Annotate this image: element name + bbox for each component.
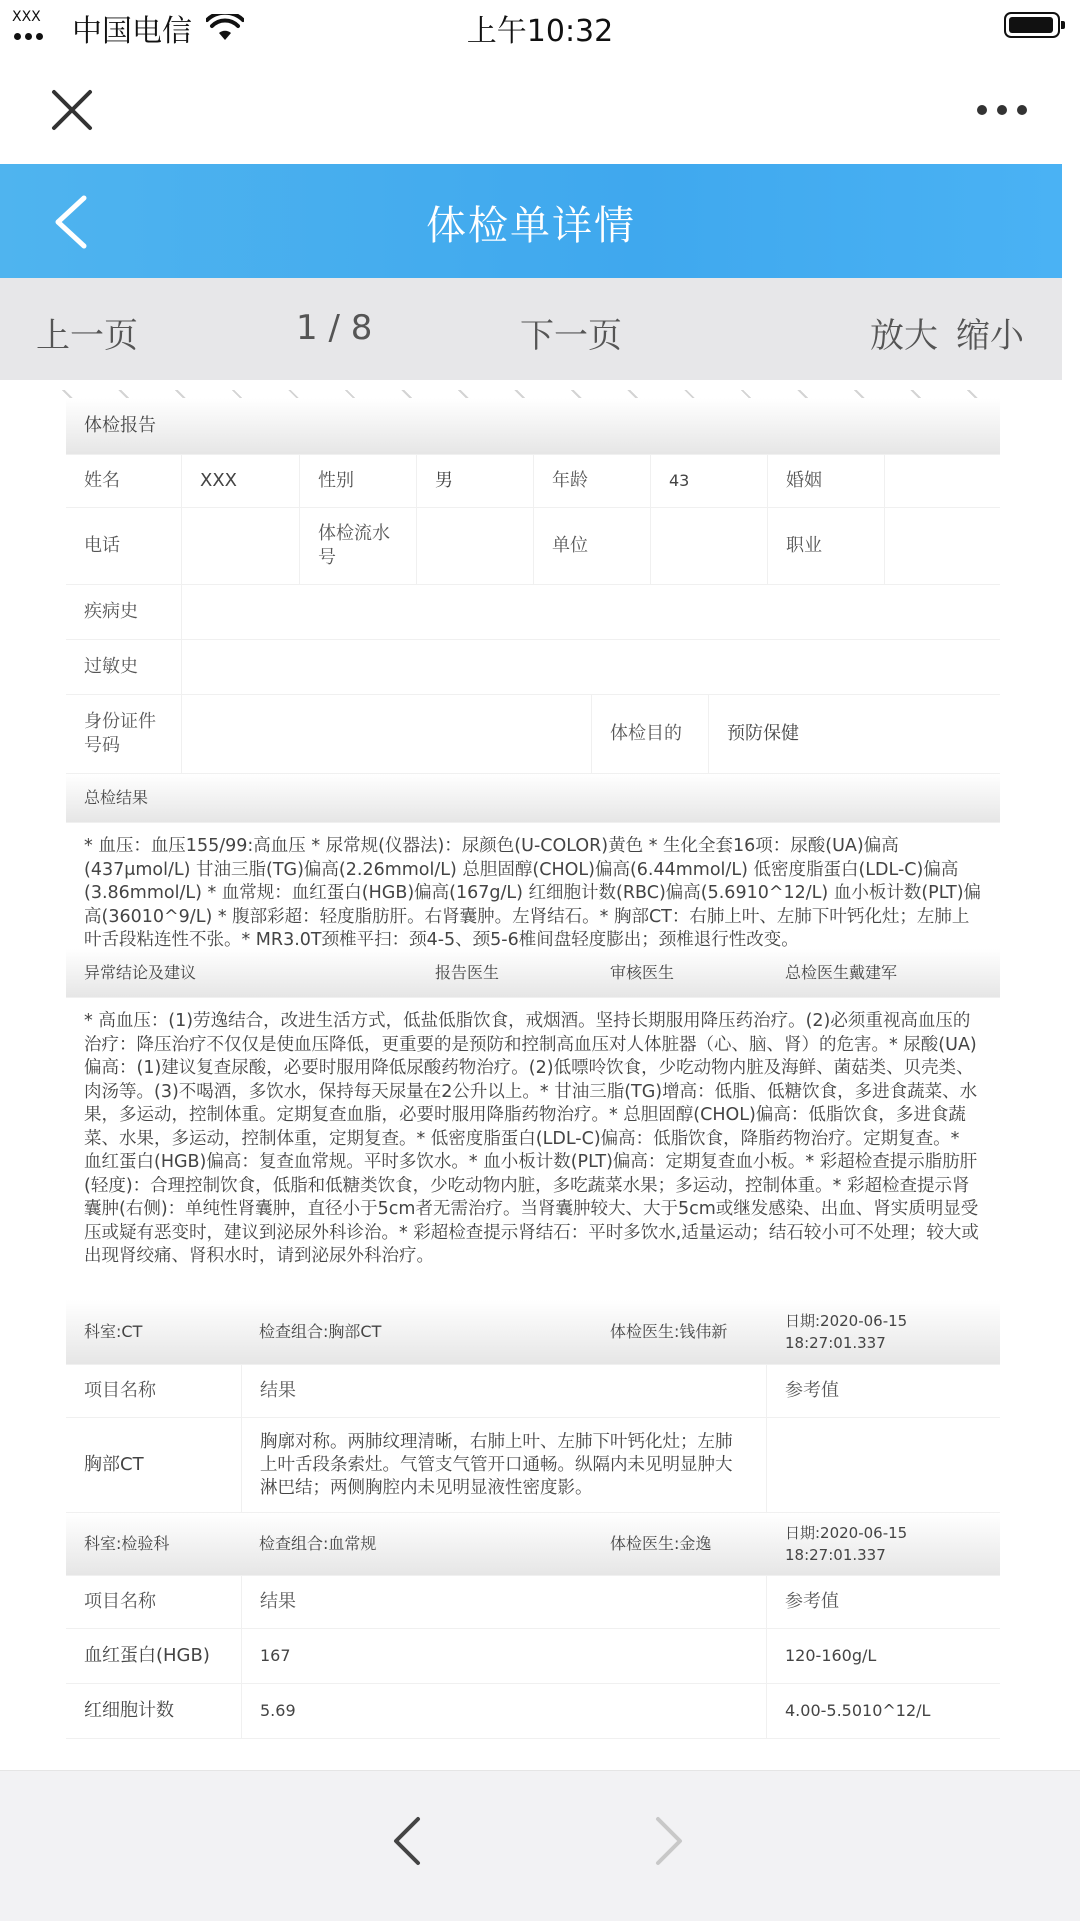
more-icon[interactable]	[976, 100, 1028, 120]
name-label: 姓名	[66, 455, 182, 507]
job-value	[885, 508, 1000, 584]
lab-doctor: 体检医生:金逸	[610, 1534, 712, 1553]
ct-item: 胸部CT	[66, 1418, 242, 1512]
report-title: 体检报告	[84, 415, 156, 436]
review-doctor-label: 审核医生	[610, 963, 675, 982]
age-value: 43	[651, 455, 768, 507]
item-column-header: 项目名称	[66, 1365, 242, 1417]
ct-date: 日期:2020-06-15 18:27:01.337	[785, 1312, 908, 1352]
pager-toolbar	[0, 278, 1062, 380]
ct-ref	[767, 1418, 1000, 1512]
purpose-label: 体检目的	[592, 695, 709, 773]
next-page-button[interactable]: 下一页	[520, 316, 622, 356]
gender-label: 性别	[300, 455, 417, 507]
ct-section-header	[66, 1300, 1000, 1365]
marital-label: 婚姻	[768, 455, 885, 507]
lab-column-header	[66, 1576, 1000, 1629]
abnormal-label: 异常结论及建议	[84, 963, 197, 982]
serial-value	[417, 508, 534, 584]
hgb-item: 血红蛋白(HGB)	[66, 1629, 242, 1683]
unit-value	[651, 508, 768, 584]
phone-value	[182, 508, 300, 584]
ct-result-row	[66, 1418, 1000, 1513]
table-row	[66, 1629, 1000, 1684]
rbc-value: 5.69	[242, 1684, 767, 1738]
browser-bar	[0, 52, 1080, 164]
abnormal-header	[66, 949, 1000, 998]
lab-item-column-header: 项目名称	[66, 1576, 242, 1628]
lab-group: 检查组合:血常规	[259, 1534, 377, 1553]
ref-column-header: 参考值	[785, 1380, 839, 1401]
name-value: XXX	[182, 455, 300, 507]
close-icon[interactable]	[48, 86, 96, 134]
allergy-label: 过敏史	[66, 640, 182, 694]
unit-label: 单位	[534, 508, 651, 584]
info-row-2	[66, 508, 1000, 585]
job-label: 职业	[768, 508, 885, 584]
hgb-value: 167	[242, 1629, 767, 1683]
report-title-row	[66, 398, 1000, 455]
rbc-item: 红细胞计数	[66, 1684, 242, 1738]
ct-dept: 科室:CT	[84, 1322, 143, 1341]
age-label: 年龄	[534, 455, 651, 507]
ct-group: 检查组合:胸部CT	[259, 1322, 382, 1341]
history-row	[66, 585, 1000, 640]
chief-doctor: 总检医生戴建军	[785, 963, 898, 982]
advice-text: * 高血压：(1)劳逸结合，改进生活方式，低盐低脂饮食，戒烟酒。坚持长期服用降压药治疗。(2)必须重视高血压的治疗：降压治疗不仅仅是使血压降低，更重要的是预防和控制高血压对人体脏器（心、脑、肾）的危害。* 尿酸(UA)偏高：(1)建议复查尿酸，必要时服用降低尿酸药物治疗。(2)低嘌呤饮食，少吃动物内脏及海鲜、菌菇类、贝壳类、肉汤等。(3)不喝酒，多饮水，保持每天尿量在2公升以上。* 甘油三脂(TG)增高：低脂、低糖饮食，多进食蔬菜、水果，多运动，控制体重。定期复查血脂，必要时服用降脂药物治疗。* 总胆固醇(CHOL)偏高：低脂饮食，多进食蔬菜、水果，多运动，控制体重，定期复查。* 低密度脂蛋白(LDL-C)偏高：低脂饮食，降脂药物治疗。定期复查。* 血红蛋白(HGB)偏高：复查血常规。平时多饮水。* 血小板计数(PLT)偏高：定期复查血小板。* 彩超检查提示脂肪肝(轻度)：合理控制饮食，低脂和低糖类饮食，少吃动物内脏，多吃蔬菜水果；多运动，控制体重。* 彩超检查提示肾囊肿(右侧)：单纯性肾囊肿，直径小于5cm者无需治疗。当肾囊肿较大、大于5cm或继发感染、出血、肾实质明显受压或疑有恶变时，建议到泌尿外科诊治。* 彩超检查提示肾结石：平时多饮水,适量运动；结石较小可不处理；较大或出现肾绞痛、肾积水时，请到泌尿外科治疗。	[84, 1011, 979, 1266]
serial-label: 体检流水号	[300, 508, 417, 584]
id-row	[66, 695, 1000, 774]
result-column-header: 结果	[242, 1365, 767, 1417]
ct-result: 胸廓对称。两肺纹理清晰，右肺上叶、左肺下叶钙化灶；左肺上叶舌段条索灶。气管支气管开口通畅。纵隔内未见明显肿大淋巴结；两侧胸腔内未见明显液性密度影。	[242, 1418, 767, 1512]
summary-label: 总检结果	[84, 788, 149, 807]
carrier-name: 中国电信	[72, 14, 192, 49]
battery-icon	[1004, 12, 1060, 38]
title-bar	[0, 164, 1062, 278]
report-sheet	[66, 398, 1000, 1739]
rbc-ref: 4.00-5.5010^12/L	[785, 1701, 931, 1720]
report-document[interactable]	[0, 380, 1080, 1770]
history-label: 疾病史	[66, 585, 182, 639]
signal-label: XXX	[12, 9, 41, 25]
purpose-value: 预防保健	[727, 723, 799, 744]
ct-doctor: 体检医生:钱伟新	[610, 1322, 728, 1341]
phone-label: 电话	[66, 508, 182, 584]
prev-page-button[interactable]: 上一页	[36, 316, 138, 356]
bottom-nav-bar	[0, 1770, 1080, 1921]
ct-column-header	[66, 1365, 1000, 1418]
allergy-value	[182, 640, 1000, 694]
zoom-in-button[interactable]: 放大	[870, 316, 938, 356]
marital-value	[885, 455, 1000, 507]
allergy-row	[66, 640, 1000, 695]
zoom-out-button[interactable]: 缩小	[956, 316, 1024, 356]
lab-result-column-header: 结果	[242, 1576, 767, 1628]
page-title: 体检单详情	[426, 203, 636, 249]
summary-text: * 血压：血压155/99:高血压 * 尿常规(仪器法)：尿颜色(U-COLOR)黄色 * 生化全套16项：尿酸(UA)偏高(437μmol/L) 甘油三脂(TG)偏高(2.26mmol/L) 总胆固醇(CHOL)偏高(6.44mmol/L) 低密度脂蛋白(LDL-C)偏高(3.86mmol/L) * 血常规：血红蛋白(HGB)偏高(167g/L) 红细胞计数(RBC)偏高(5.6910^12/L) 血小板计数(PLT)偏高(36010^9/L) * 腹部彩超：轻度脂肪肝。右肾囊肿。左肾结石。* 胸部CT：右肺上叶、左肺下叶钙化灶；左肺上叶舌段粘连性不张。* MR3.0T颈椎平扫：颈4-5、颈5-6椎间盘轻度膨出；颈椎退行性改变。	[84, 836, 982, 949]
nav-back-icon[interactable]	[386, 1811, 426, 1871]
id-value	[182, 695, 592, 773]
status-bar	[0, 0, 1080, 52]
lab-date: 日期:2020-06-15 18:27:01.337	[785, 1524, 908, 1564]
lab-ref-column-header: 参考值	[785, 1591, 839, 1612]
lab-section-header	[66, 1513, 1000, 1576]
nav-forward-icon[interactable]	[650, 1811, 690, 1871]
table-row	[66, 1684, 1000, 1739]
info-row-1	[66, 455, 1000, 508]
lab-dept: 科室:检验科	[84, 1534, 170, 1553]
hgb-ref: 120-160g/L	[785, 1646, 877, 1665]
history-value	[182, 585, 1000, 639]
gender-value: 男	[417, 455, 534, 507]
report-doctor-label: 报告医生	[435, 963, 500, 982]
id-label: 身份证件号码	[66, 695, 182, 773]
clock: 上午10:32	[466, 14, 614, 49]
page-indicator: 1 / 8	[296, 308, 373, 348]
summary-header	[66, 774, 1000, 823]
